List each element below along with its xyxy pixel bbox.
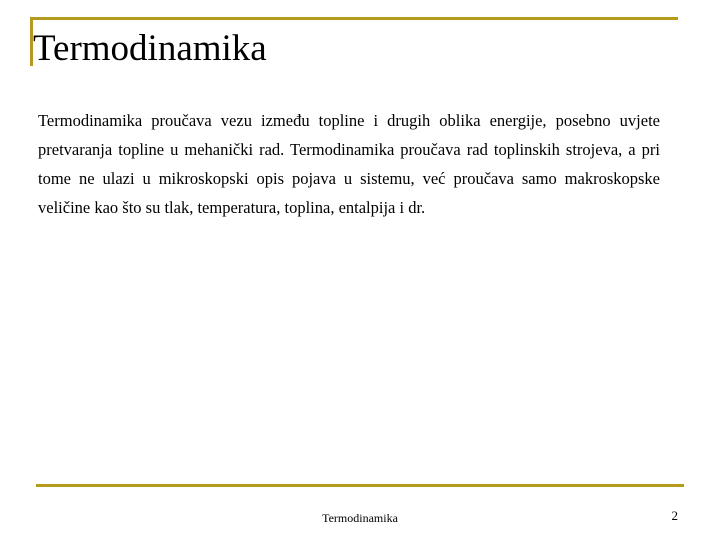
slide-title: Termodinamika (33, 28, 267, 69)
slide-body-text: Termodinamika proučava vezu između topline i drugih oblika energije, posebno uvjete pretvaranja topline u mehanički rad. Termodinamika proučava rad toplinskih strojeva, a pri tome ne ulazi u mikroskopski opis pojava u sistemu, već proučava samo makroskopske veličine kao što su tlak, temperatura, toplina, entalpija i dr. (38, 111, 660, 217)
page-number: 2 (671, 508, 678, 523)
title-accent-rule-top (30, 17, 678, 20)
footer-label: Termodinamika (322, 511, 398, 525)
footer-accent-rule (36, 484, 684, 487)
